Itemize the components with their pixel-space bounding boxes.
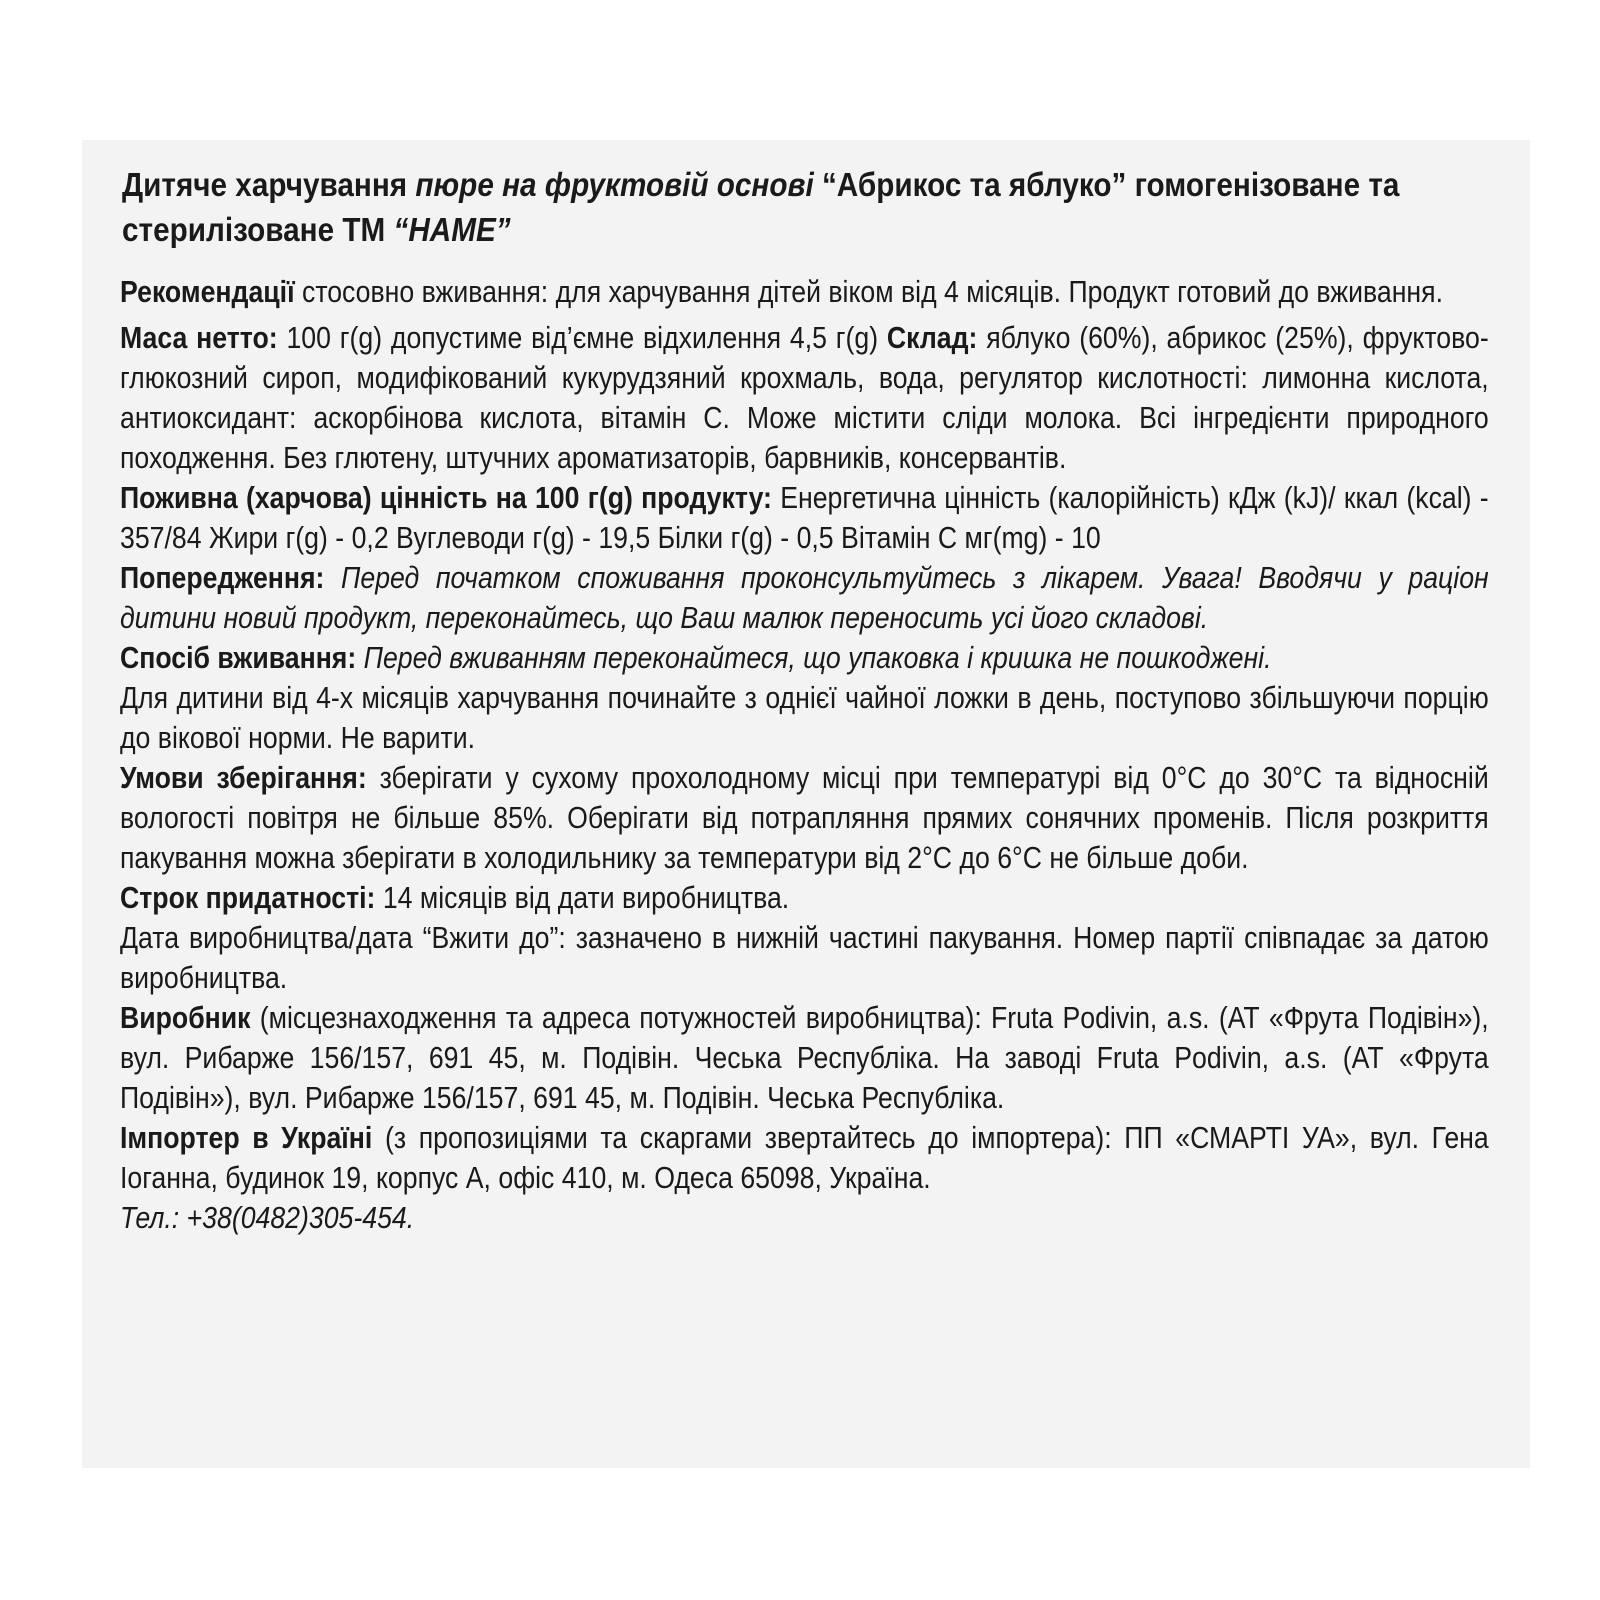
warning-text: Перед початком споживання проконсультуйтесь з лікарем. Увага! Вводячи у раціон дитини новий продукт, переконайтесь, що Ваш малюк переносить усі його складові. bbox=[120, 560, 1489, 635]
title-part-3: “Абрикос та яблуко” гомогенізоване та стерилізоване ТМ bbox=[122, 166, 1400, 248]
manufacturer-section bbox=[120, 998, 1489, 1118]
nutrition-label: Поживна (харчова) цінність на 100 г(g) продукту: bbox=[120, 480, 772, 515]
importer-text: (з пропозиціями та скаргами звертайтесь до імпортера): ПП «СМАРТІ УА», вул. Гена Іоганна, будинок 19, корпус А, офіс 410, м. Одеса 65098, Україна. bbox=[120, 1120, 1489, 1195]
usage-label: Спосіб вживання: bbox=[120, 640, 357, 675]
net-mass-label: Маса нетто: bbox=[120, 320, 278, 355]
storage-label: Умови зберігання: bbox=[120, 760, 367, 795]
product-title bbox=[122, 162, 1493, 252]
composition-text: яблуко (60%), абрикос (25%), фруктово-глюкозний сироп, модифікований кукурудзяний крохмаль, вода, регулятор кислотності: лимонна кислота, антиоксидант: аскорбінова кислота, вітамін С. Може містити сліди молока. Всі інгредієнти природного походження. Без глютену, штучних ароматизаторів, барвників, консервантів. bbox=[120, 320, 1489, 475]
shelf-life-text: 14 місяців від дати виробництва. bbox=[382, 880, 790, 915]
storage-text: зберігати у сухому прохолодному місці при температурі від 0°С до 30°С та відносній вологості повітря не більше 85%. Оберігати від потрапляння прямих сонячних променів. Після розкриття пакування можна зберігати в холодильнику за температури від 2°С до 6°С не більше доби. bbox=[120, 760, 1489, 875]
warning-section bbox=[120, 558, 1489, 638]
recommendations-text: стосовно вживання: для харчування дітей віком від 4 місяців. Продукт готовий до вживання. bbox=[301, 274, 1443, 309]
title-part-2: пюре на фруктовій основі bbox=[415, 166, 814, 203]
importer-label: Імпортер в Україні bbox=[120, 1120, 373, 1155]
nutrition-text: Енергетична цінність (калорійність) кДж (kJ)/ ккал (kcal) - 357/84 Жири г(g) - 0,2 Вуглеводи г(g) - 19,5 Білки г(g) - 0,5 Вітамін С мг(mg) - 10 bbox=[120, 480, 1489, 555]
importer-section bbox=[120, 1118, 1489, 1198]
net-mass-composition-section bbox=[120, 318, 1489, 478]
product-label bbox=[82, 140, 1530, 1468]
shelf-life-label: Строк придатності: bbox=[120, 880, 376, 915]
storage-section bbox=[120, 758, 1489, 878]
manufacturer-text: (місцезнаходження та адреса потужностей виробництва): Fruta Podivin, a.s. (АТ «Фрута Подівін»), вул. Рибарже 156/157, 691 45, м. Подівін. Чеська Республіка. На заводі Fruta Podivin, a.s. (АТ «Фрута Подівін»), вул. Рибарже 156/157, 691 45, м. Подівін. Чеська Республіка. bbox=[120, 1000, 1489, 1115]
phone-text: Тел.: +38(0482)305-454. bbox=[120, 1200, 415, 1235]
warning-label: Попередження: bbox=[120, 560, 325, 595]
importer-phone bbox=[120, 1198, 1489, 1238]
usage-text: Перед вживанням переконайтеся, що упаковка і кришка не пошкоджені. bbox=[363, 640, 1272, 675]
manufacturer-label: Виробник bbox=[120, 1000, 251, 1035]
title-part-1: Дитяче харчування bbox=[122, 166, 408, 203]
recommendations-label: Рекомендації bbox=[120, 274, 295, 309]
nutrition-section bbox=[120, 478, 1489, 558]
composition-label: Склад: bbox=[886, 320, 978, 355]
title-brand: “HAME” bbox=[393, 211, 511, 248]
net-mass-text: 100 г(g) допустиме від’ємне відхилення 4,5 г(g) bbox=[286, 320, 879, 355]
usage-text-2: Для дитини від 4-х місяців харчування починайте з однієї чайної ложки в день, поступово збільшуючи порцію до вікової норми. Не варити. bbox=[120, 680, 1489, 755]
shelf-life-section bbox=[120, 878, 1489, 918]
usage-details bbox=[120, 678, 1489, 758]
production-date-section bbox=[120, 918, 1489, 998]
production-date-text: Дата виробництва/дата “Вжити до”: зазначено в нижній частині пакування. Номер партії співпадає за датою виробництва. bbox=[120, 920, 1489, 995]
recommendations-section bbox=[120, 272, 1489, 312]
usage-section bbox=[120, 638, 1489, 678]
